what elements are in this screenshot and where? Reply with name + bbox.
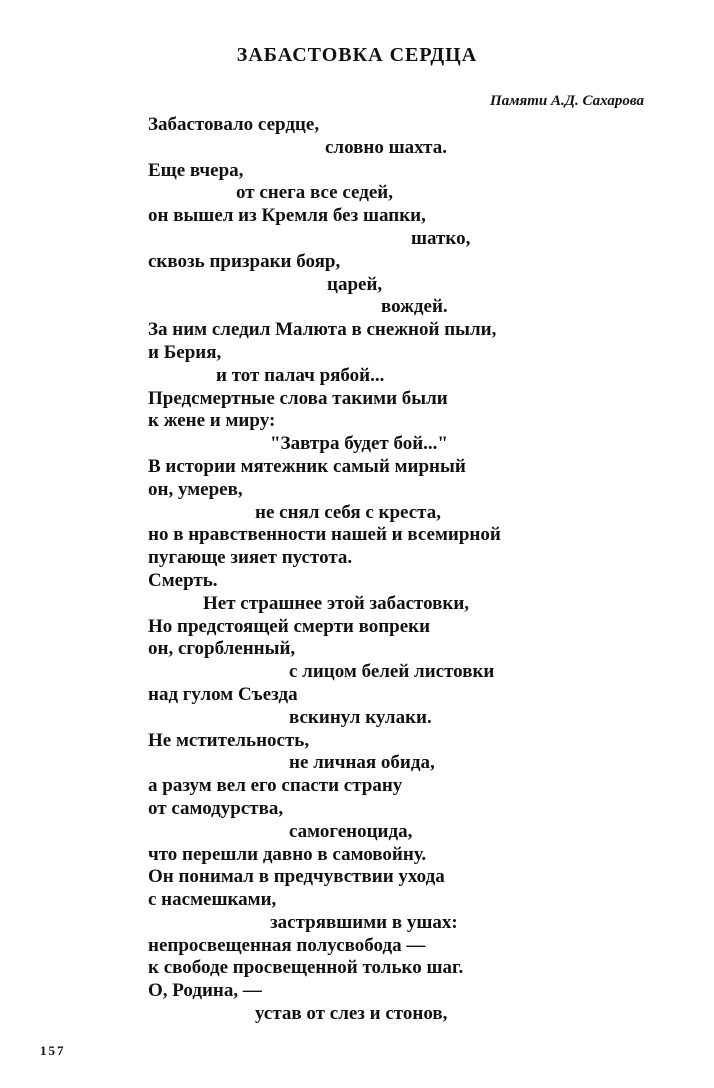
poem-line: шатко,: [411, 227, 471, 249]
poem-line: но в нравственности нашей и всемирной: [148, 524, 501, 546]
poem-line: О, Родина, —: [148, 980, 262, 1002]
poem-line: вскинул кулаки.: [289, 706, 432, 728]
poem-line: от самодурства,: [148, 797, 284, 819]
poem-line: к свободе просвещенной только шаг.: [148, 957, 464, 979]
poem-line: Предсмертные слова такими были: [148, 387, 448, 409]
poem-line: он, сгорбленный,: [148, 638, 296, 660]
poem-line: вождей.: [381, 296, 448, 318]
page-number: 157: [40, 1043, 66, 1058]
poem-line: За ним следил Малюта в снежной пыли,: [148, 319, 497, 341]
poem-line: и Берия,: [148, 341, 222, 363]
poem-line: "Завтра будет бой...": [270, 433, 448, 455]
poem-line: он вышел из Кремля без шапки,: [148, 205, 426, 227]
poem-line: застрявшими в ушах:: [270, 911, 458, 933]
poem-line: не снял себя с креста,: [255, 501, 441, 523]
poem-line: устав от слез и стонов,: [255, 1003, 448, 1025]
poem-line: Нет страшнее этой забастовки,: [203, 592, 470, 614]
poem-line: царей,: [327, 273, 383, 295]
poem-line: с лицом белей листовки: [289, 661, 495, 683]
poem-line: Не мстительность,: [148, 729, 310, 751]
poem-line: Но предстоящей смерти вопреки: [148, 615, 431, 637]
poem-line: пугающе зияет пустота.: [148, 547, 353, 569]
dedication: Памяти А.Д. Сахарова: [490, 93, 644, 109]
poem-line: и тот палач рябой...: [216, 364, 385, 386]
poem-line: от снега все седей,: [236, 182, 393, 204]
poem-line: Забастовало сердце,: [148, 114, 320, 135]
poem-line: а разум вел его спасти страну: [148, 775, 403, 797]
poem-line: с насмешками,: [148, 889, 277, 911]
poem-title: ЗАБАСТОВКА СЕРДЦА: [236, 44, 478, 66]
poem-line: Он понимал в предчувствии ухода: [148, 866, 445, 888]
poem-line: В истории мятежник самый мирный: [148, 455, 466, 477]
poem-line: что перешли давно в самовойну.: [148, 843, 427, 865]
poem-body: [148, 114, 668, 1026]
poem-line: к жене и миру:: [148, 410, 276, 432]
poem-line: словно шахта.: [325, 136, 447, 158]
poem-line: непросвещенная полусвобода —: [148, 934, 426, 956]
poem-line: Смерть.: [148, 569, 218, 591]
poem-line: Еще вчера,: [148, 159, 244, 181]
poem-line: не личная обида,: [289, 752, 435, 774]
poem-line: самогеноцида,: [289, 820, 413, 842]
poem-line: сквозь призраки бояр,: [148, 250, 341, 272]
poem-line: он, умерев,: [148, 478, 243, 500]
poem-line: над гулом Съезда: [148, 683, 298, 705]
